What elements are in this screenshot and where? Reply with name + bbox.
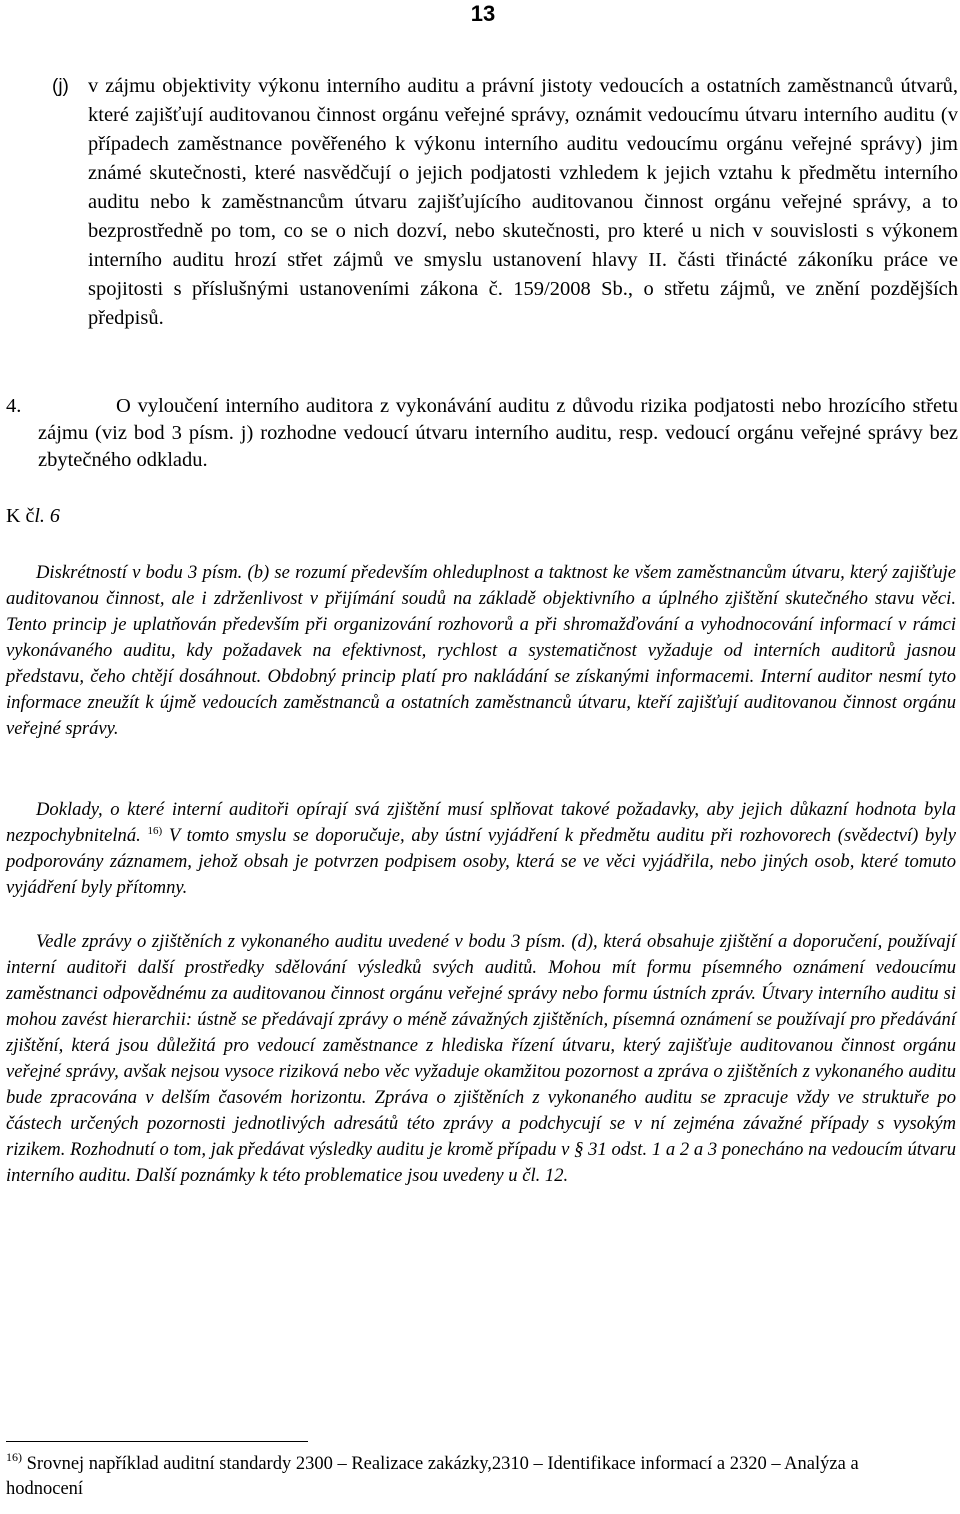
footnote-divider: [6, 1441, 308, 1442]
article-heading-suffix: l. 6: [34, 505, 60, 527]
commentary-paragraph-evidence: [6, 797, 956, 901]
paragraph-number: 4.: [6, 395, 22, 417]
footnote-marker: 16): [6, 1450, 22, 1464]
article-heading: [6, 503, 60, 529]
commentary-paragraph-reporting: Vedle zprávy o zjištěních z vykonaného auditu uvedené v bodu 3 písm. (d), která obsahuje zjištění a doporučení, používají interní auditoři další prostředky sdělování výsledků svých auditů. Mohou mít formu písemného oznámení vedoucímu zaměstnanci odpovědnému za auditovanou činnost orgánu veřejné správy nebo formu ústních zpráv. Útvary interního auditu si mohou zavést hierarchii: ústně se předávají zprávy o méně závažných zjištěních, písemná oznámení se používají pro předávání zjištění, která jsou důležitá pro vedoucí zaměstnance z hlediska řízení útvaru, který zajišťuje auditovanou činnost orgánu veřejné správy, avšak nejsou vysoce riziková nebo věc vyžaduje okamžitou pozornost a zpráva o zjištěních z vykonaného auditu bude zpracována v delším časovém horizontu. Zpráva o zjištěních z vykonaného auditu se zpracuje vždy ve struktuře po částech určených pozornosti jednotlivých adresátů této zprávy a podchycují se v ní zejména závažné případy s vysokým rizikem. Rozhodnutí o tom, jak předávat výsledky auditu je kromě případu v § 31 odst. 1 a 2 a 3 ponecháno na vedoucím útvaru interního auditu. Další poznámky k této problematice jsou uvedeny u čl. 12.: [6, 931, 956, 1186]
page-number: 13: [470, 1, 496, 26]
footnote: [6, 1452, 906, 1502]
commentary-text: V tomto smyslu se doporučuje, aby ústní vyjádření k předmětu auditu při rozhovorech (svědectví) byly podporovány záznamem, jehož obsah je potvrzen podpisem osoby, která se ve věci vyjádřila, nebo jiných osob, které tomuto vyjádření byly přítomny.: [6, 825, 956, 898]
paragraph-text: O vyloučení interního auditora z vykonávání auditu z důvodu rizika podjatosti nebo hrozícího střetu zájmu (viz bod 3 písm. j) rozhodne vedoucí útvaru interního auditu, resp. vedoucí orgánu veřejné správy bez zbytečného odkladu.: [38, 395, 958, 471]
article-heading-prefix: K č: [6, 505, 35, 527]
footnote-text: Srovnej například auditní standardy 2300 – Realizace zakázky,2310 – Identifikace informací a 2320 – Analýza a hodnocení: [6, 1454, 859, 1499]
commentary-text: Doklady, o které interní auditoři opírají svá zjištění musí splňovat takové požadavky, aby jejich důkazní hodnota byla nezpochybnitelná.: [6, 799, 956, 846]
commentary-paragraph-discretion: Diskrétností v bodu 3 písm. (b) se rozumí především ohleduplnost a taktnost ke všem zaměstnancům útvaru, který zajišťuje auditovanou činnost, ale i zdrženlivost v přijímání soudů na základě objektivního a úplného zjištění skutečného stavu věci. Tento princip je uplatňován především při organizování rozhovorů a při shromažďování a vyhodnocování informací v rámci vykonávaného auditu, kdy požadavek na efektivnost, rychlost a systematičnost vyžaduje od interních auditorů jasnou představu, čeho chtějí dosáhnout. Obdobný princip platí pro nakládání se získanými informacemi. Interní auditor nesmí tyto informace zneužít k újmě vedoucích zaměstnanců a ostatních zaměstnanců útvaru, kteří zajišťují auditovanou činnost orgánu veřejné správy.: [6, 562, 956, 739]
list-item-label: (j): [52, 76, 69, 97]
footnote-reference[interactable]: 16): [147, 825, 163, 837]
list-item-text: v zájmu objektivity výkonu interního auditu a právní jistoty vedoucích a ostatních zaměstnanců útvarů, které zajišťují auditovanou činnost orgánu veřejné správy, oznámit vedoucímu útvaru interního auditu (v případech zaměstnance pověřeného k výkonu interního auditu vedoucímu orgánu veřejné správy) jim známé skutečnosti, které nasvědčují o jejich podjatosti vzhledem k jejich vztahu k předmětu interního auditu nebo k zaměstnancům útvaru zajišťujícího auditovanou činnost orgánu veřejné správy, a to bezprostředně po tom, co se o nich dozví, nebo skutečnosti, pro které u nich v souvislosti s výkonem interního auditu hrozí střet zájmů ve smyslu ustanovení hlavy II. části třinácté zákoníku práce ve spojitosti s příslušnými ustanoveními zákona č. 159/2008 Sb., o střetu zájmů, ve znění pozdějších předpisů.: [88, 75, 958, 329]
